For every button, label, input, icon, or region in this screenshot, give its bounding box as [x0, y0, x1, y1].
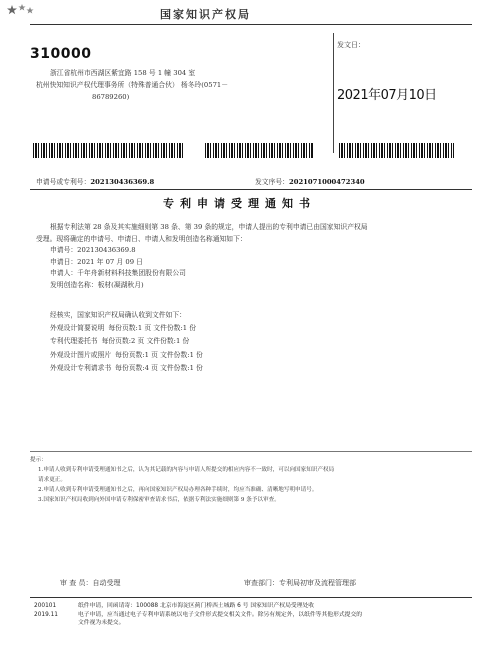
- received-item-name: 外观设计图片或照片: [50, 350, 112, 359]
- received-item: [50, 362, 456, 375]
- received-item-name: 专利代理委托书: [50, 337, 98, 346]
- address-line-2: 杭州快知知识产权代理事务所（特殊普通合伙） 杨冬玲(0571－: [36, 81, 229, 89]
- header-divider: [333, 33, 334, 153]
- applicant-line: 申请人：千年舟新材料科技集团股份有限公司: [50, 269, 186, 277]
- tip-item: 1.申请人收到专利申请受理通知书之后，认为其记载的内容与申请人所提交的相应内容不一致时，可以向国家知识产权局: [38, 467, 335, 473]
- footer-line-1: 纸件申请，回函请寄：100088 北京市海淀区蓟门桥西土城路 6 号 国家知识产权局受理处收: [78, 603, 315, 609]
- footer-line-2: 电子申请，应当通过电子专利申请系统以电子文件形式提交相关文件。除另有规定外，以纸件等其他形式提交的: [78, 611, 363, 618]
- barcode-3: [339, 143, 454, 158]
- received-item-info: 每份页数:1 页 文件份数:1 份: [108, 324, 197, 333]
- examining-department: 审查部门：专利局初审及流程管理部: [244, 579, 356, 587]
- examiner: 审 查 员：自动受理: [60, 579, 121, 587]
- barcode-1: [33, 143, 183, 158]
- file-number-value: 2021071000472340: [288, 178, 365, 186]
- invention-name-line: 发明创造名称：板材(凝湖秋月): [50, 280, 144, 289]
- received-intro: 经核实，国家知识产权局确认收到文件如下：: [50, 311, 186, 319]
- footer-line-3: 文件视为未提交。: [78, 620, 125, 626]
- intro-line-2: 受理。现将确定的申请号、申请日、申请人和发明创造名称通知如下：: [36, 234, 247, 243]
- top-rule: [30, 24, 472, 25]
- tip-item: 2.申请人收到专利申请受理通知书之后，再向国家知识产权局办理各种手续时，均应当准确、清晰地写明申请号。: [38, 487, 318, 493]
- send-date-label: 发文日：: [337, 41, 365, 49]
- footer-rule: [30, 597, 472, 598]
- document-title: 专利申请受理通知书: [163, 197, 316, 210]
- office-name: 国家知识产权局: [160, 8, 251, 21]
- received-item: [50, 322, 456, 335]
- received-documents: [36, 309, 456, 375]
- received-item: [50, 335, 456, 348]
- middle-rule: [30, 189, 472, 190]
- application-number: [36, 176, 154, 186]
- received-item-info: 每份页数:2 页 文件份数:1 份: [101, 337, 190, 346]
- footer-code-2: 2019.11: [34, 611, 58, 618]
- emblem-icon: [6, 2, 46, 20]
- received-item-name: 外观设计简要说明: [50, 324, 105, 333]
- footer-notes: [78, 602, 468, 628]
- file-number-label: 发文序号：: [255, 178, 289, 186]
- tips-section: [30, 455, 470, 505]
- barcode-2: [205, 143, 313, 158]
- tip-item: 3.国家知识产权局收到向外国申请专利保密审查请求书后，依据专利法实施细则第 9 条予以审查。: [38, 497, 280, 503]
- received-item-info: 每份页数:1 页 文件份数:1 份: [115, 350, 203, 359]
- recipient-address: [36, 67, 280, 103]
- received-item-name: 外观设计专利请求书: [50, 363, 112, 372]
- office-emblem: [6, 2, 46, 21]
- intro-line-1: 根据专利法第 28 条及其实施细则第 38 条、第 39 条的规定，申请人提出的专利申请已由国家知识产权局: [50, 223, 368, 231]
- file-number: [255, 176, 365, 186]
- application-number-label: 申请号或专利号：: [36, 178, 91, 186]
- lower-rule: [30, 451, 472, 452]
- application-date-line: 申请日：2021 年 07 月 09 日: [50, 257, 143, 266]
- notice-body: [36, 222, 456, 291]
- footer-codes: [34, 602, 58, 619]
- application-number-line: 申请号：202130436369.8: [50, 246, 136, 254]
- received-item: [50, 349, 456, 362]
- postal-code: 310000: [30, 46, 92, 62]
- address-line-1: 浙江省杭州市西湖区紫宜路 158 号 1 幢 304 室: [50, 69, 196, 77]
- send-date: 2021年07月10日: [337, 88, 437, 103]
- application-number-value: 202130436369.8: [90, 178, 155, 186]
- address-line-3: 86789260): [92, 93, 130, 101]
- received-item-info: 每份页数:4 页 文件份数:1 份: [115, 363, 203, 372]
- tips-heading: 提示：: [30, 457, 47, 463]
- tip-item-continued: 请求更正。: [38, 477, 66, 483]
- footer-code-1: 200101: [34, 603, 57, 609]
